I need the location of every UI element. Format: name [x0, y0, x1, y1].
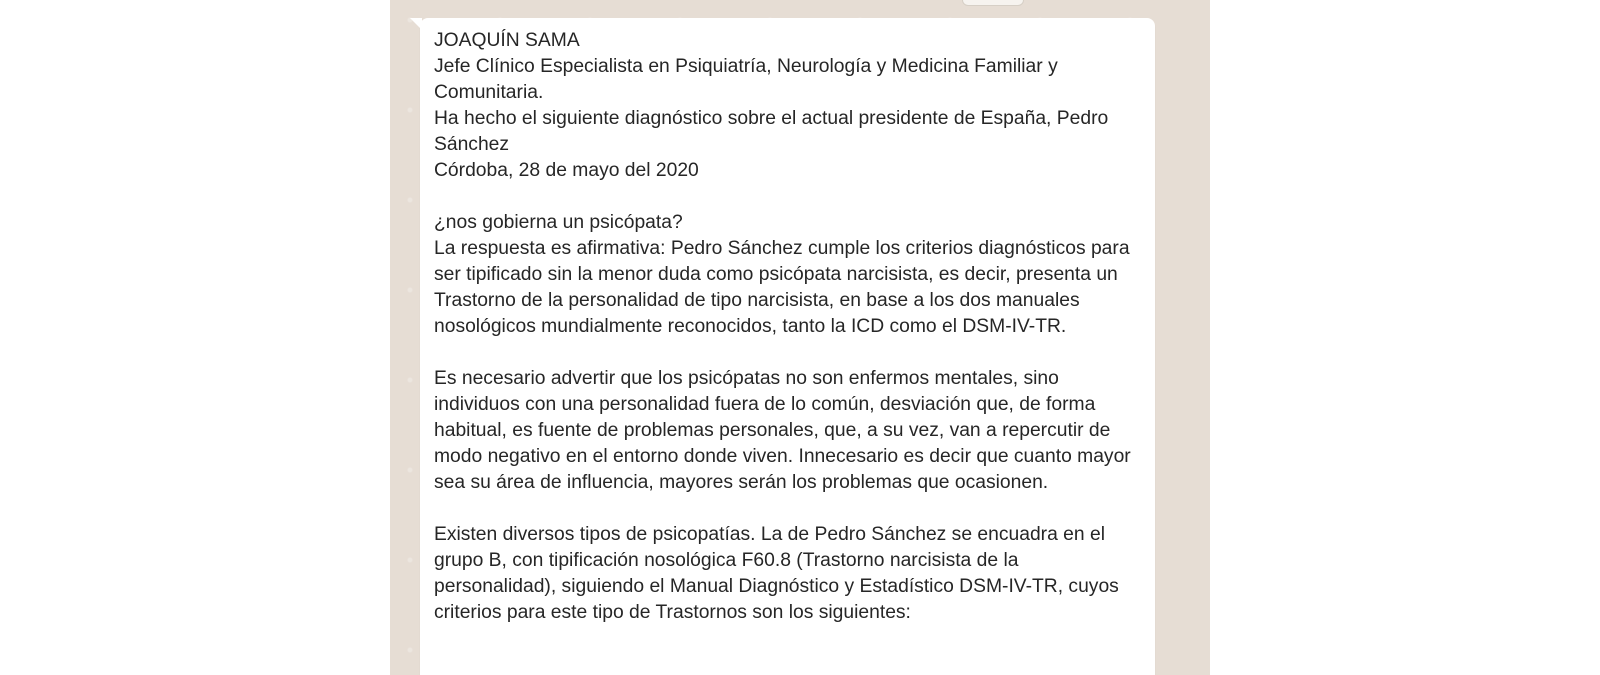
intro-line-title: Jefe Clínico Especialista en Psiquiatría, Neurología y Medicina Familiar y Comunitaria. [434, 56, 1058, 103]
intro-line-date: Córdoba, 28 de mayo del 2020 [434, 160, 699, 181]
message-bubble[interactable] [420, 18, 1155, 675]
bubble-tail [410, 18, 422, 30]
paragraph-warning: Es necesario advertir que los psicópatas no son enfermos mentales, sino individuos con una personalidad fuera de lo común, desviación que, de forma habitual, es fuente de problemas personales, que, a su vez, van a repercutir de modo negativo en el entorno donde viven. Innecesario es decir que cuanto mayor sea su área de influencia, mayores serán los problemas que ocasionen. [434, 368, 1131, 493]
chat-panel [390, 0, 1210, 675]
message-text [434, 28, 1144, 626]
paragraph-types: Existen diversos tipos de psicopatías. La de Pedro Sánchez se encuadra en el grupo B, con tipificación nosológica F60.8 (Trastorno narcisista de la personalidad), siguiendo el Manual Diagnóstico y Estadístico DSM-IV-TR, cuyos criterios para este tipo de Trastornos son los siguientes: [434, 524, 1119, 623]
paragraph-answer: La respuesta es afirmativa: Pedro Sánchez cumple los criterios diagnósticos para ser tipificado sin la menor duda como psicópata narcisista, es decir, presenta un Trastorno de la personalidad de tipo narcisista, en base a los dos manuales nosológicos mundialmente reconocidos, tanto la ICD como el DSM-IV-TR. [434, 238, 1130, 337]
paragraph-gap [434, 184, 1144, 210]
previous-message-stub [962, 0, 1024, 6]
intro-line-diagnosis: Ha hecho el siguiente diagnóstico sobre el actual presidente de España, Pedro Sánchez [434, 108, 1109, 155]
paragraph-gap [434, 496, 1144, 522]
sender-name: JOAQUÍN SAMA [434, 30, 580, 51]
paragraph-gap [434, 340, 1144, 366]
question-line: ¿nos gobierna un psicópata? [434, 212, 683, 233]
